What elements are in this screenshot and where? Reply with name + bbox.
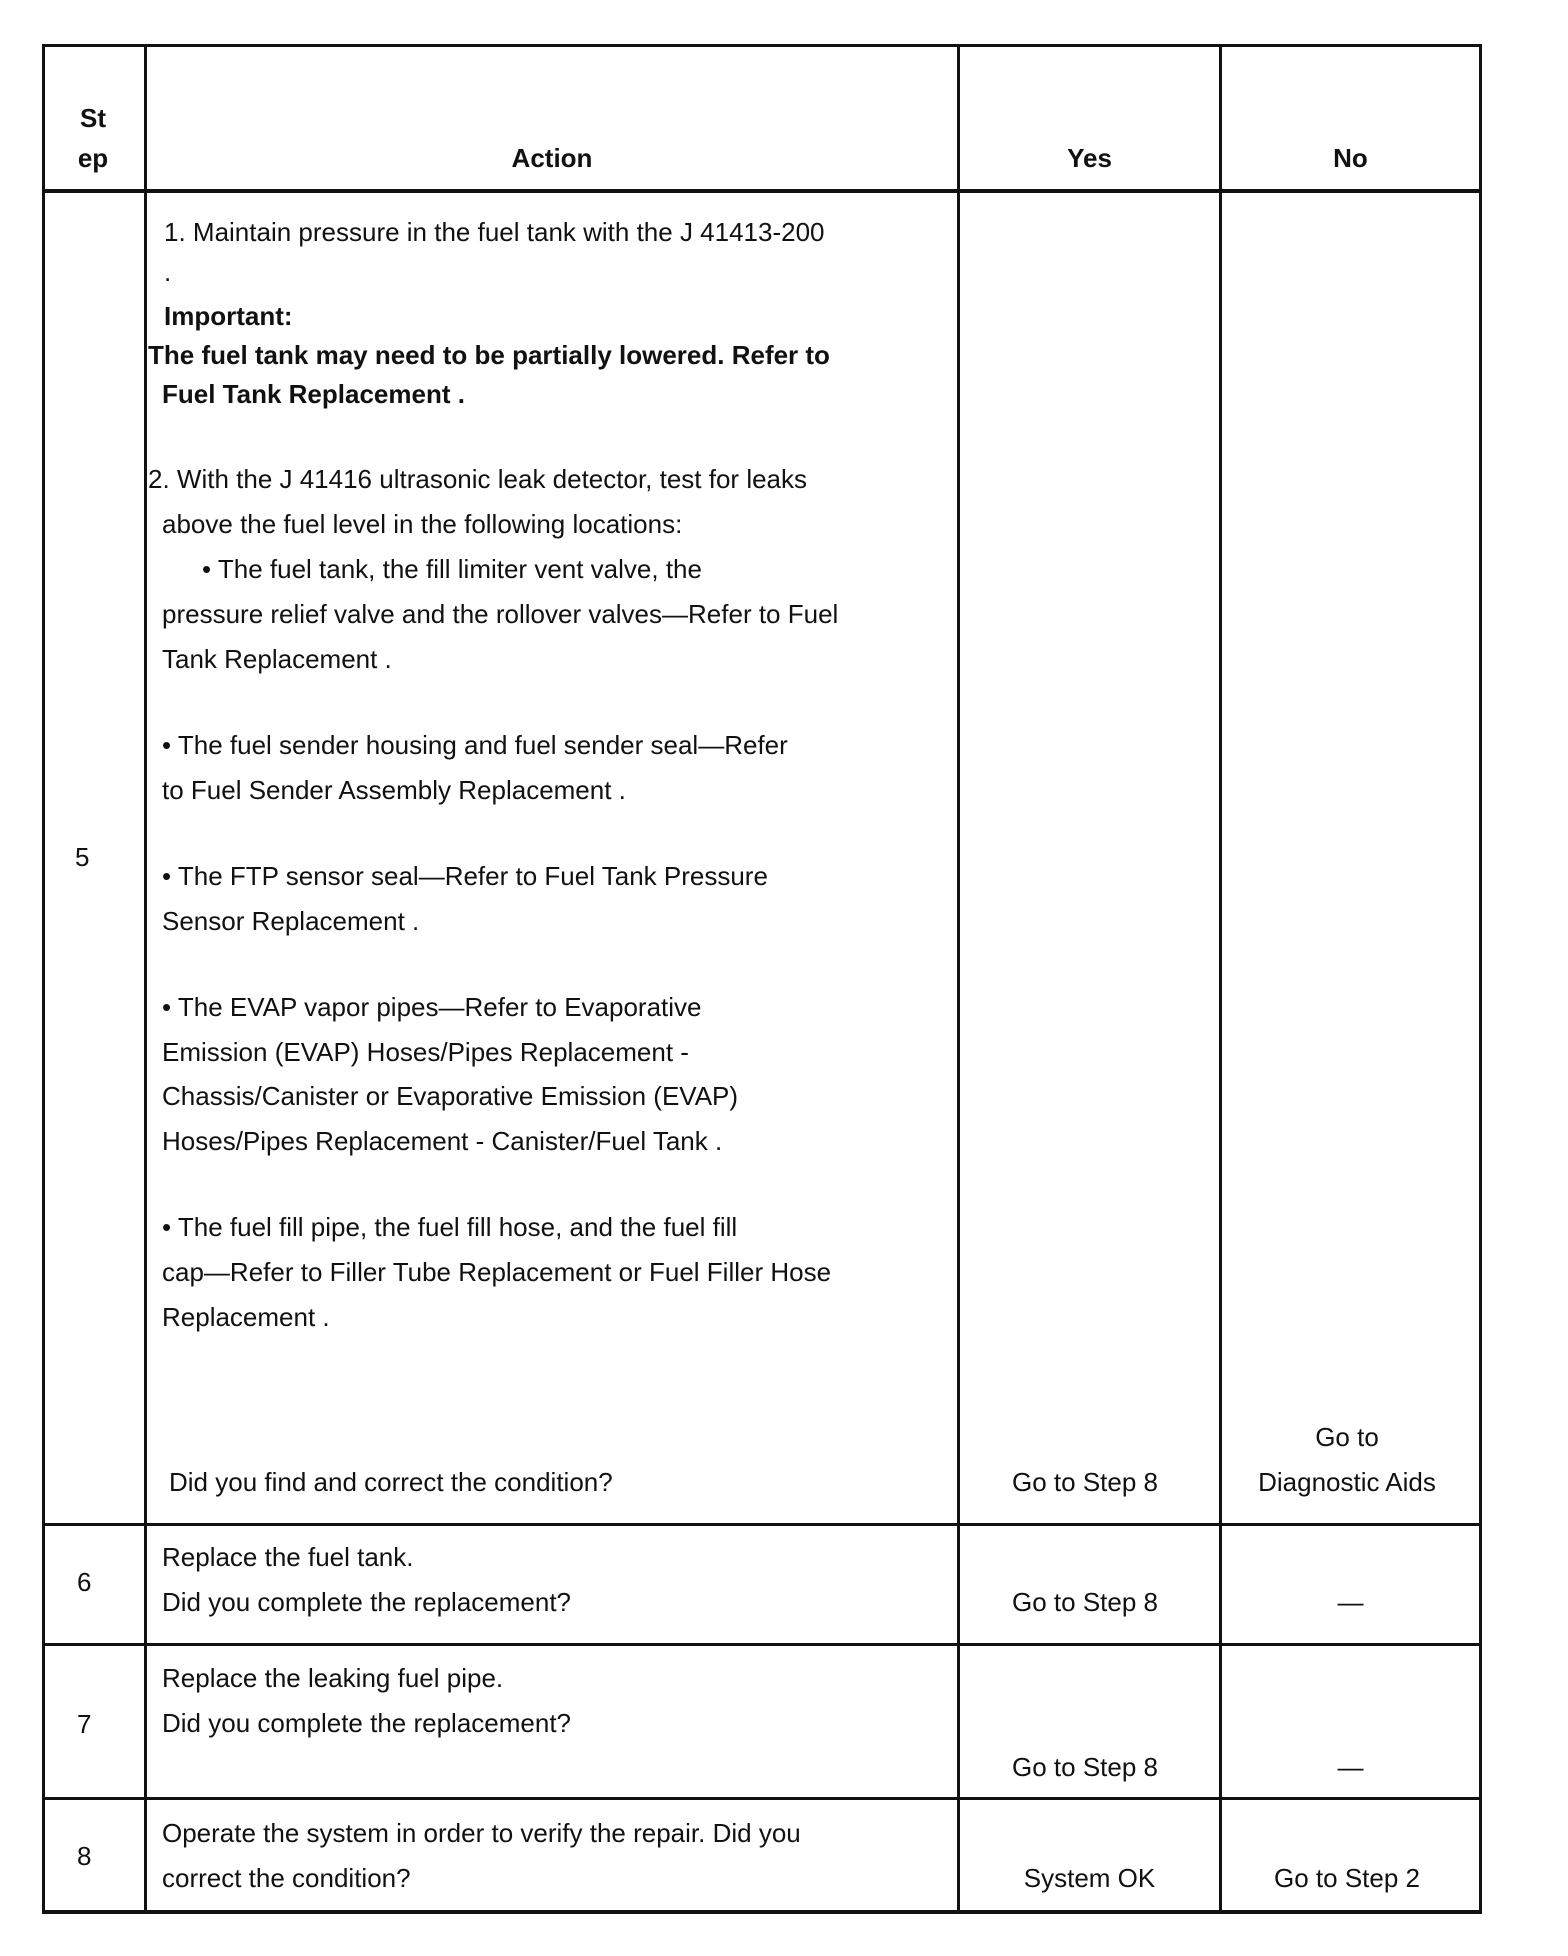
column-divider (144, 44, 147, 1914)
question: correct the condition? (162, 1863, 411, 1893)
no-result: Go to Step 2 (1274, 1863, 1420, 1893)
action-line: 2. With the J 41416 ultrasonic leak detector, test for leaks (148, 464, 808, 494)
column-divider (1219, 44, 1222, 1914)
important-note: Fuel Tank Replacement . (162, 379, 465, 409)
important-label: Important: (164, 301, 293, 331)
bullet-line: to Fuel Sender Assembly Replacement . (162, 775, 626, 805)
diagnostic-table (42, 44, 1482, 1914)
bullet-line: • The EVAP vapor pipes—Refer to Evaporative (162, 992, 702, 1022)
bullet-line: Sensor Replacement . (162, 906, 420, 936)
no-result: Go to (1315, 1422, 1379, 1452)
bullet-line: Hoses/Pipes Replacement - Canister/Fuel Tank . (162, 1126, 723, 1156)
action-line: Operate the system in order to verify the repair. Did you (162, 1818, 801, 1848)
table-border-left (42, 44, 45, 1914)
bullet-line: • The fuel sender housing and fuel sender seal—Refer (162, 730, 788, 760)
bullet-line: Replacement . (162, 1302, 330, 1332)
yes-result: Go to Step 8 (1012, 1467, 1158, 1497)
bullet-line: Emission (EVAP) Hoses/Pipes Replacement - (162, 1037, 689, 1067)
header-step-line1: St (80, 103, 106, 133)
step-number: 6 (77, 1567, 92, 1597)
row-divider (42, 1643, 1482, 1646)
header-yes: Yes (1067, 143, 1112, 173)
step-number: 8 (77, 1841, 92, 1871)
header-step-line2: ep (77, 143, 109, 173)
yes-result: System OK (1023, 1863, 1156, 1893)
bullet-line: pressure relief valve and the rollover valves—Refer to Fuel (162, 599, 839, 629)
bullet-line: Chassis/Canister or Evaporative Emission (EVAP) (162, 1081, 739, 1111)
table-border-bottom (42, 1910, 1482, 1914)
header-no: No (1333, 143, 1368, 173)
column-divider (957, 44, 960, 1914)
no-result: — (1337, 1752, 1364, 1782)
table-border-top (42, 44, 1482, 47)
action-line: . (164, 257, 172, 287)
header-divider (42, 189, 1482, 193)
no-result: — (1337, 1587, 1364, 1617)
bullet-line: • The FTP sensor seal—Refer to Fuel Tank Pressure (162, 861, 768, 891)
table-border-right (1479, 44, 1482, 1914)
step-number: 5 (75, 842, 90, 872)
action-line: Replace the leaking fuel pipe. (162, 1663, 504, 1693)
action-line: above the fuel level in the following locations: (162, 509, 683, 539)
question: Did you complete the replacement? (162, 1587, 572, 1617)
row-divider (42, 1523, 1482, 1526)
question: Did you complete the replacement? (162, 1708, 572, 1738)
yes-result: Go to Step 8 (1012, 1752, 1158, 1782)
header-action: Action (511, 143, 593, 173)
action-line: 1. Maintain pressure in the fuel tank with the J 41413-200 (164, 217, 825, 247)
no-result: Diagnostic Aids (1258, 1467, 1436, 1497)
bullet-line: • The fuel fill pipe, the fuel fill hose, and the fuel fill (162, 1212, 738, 1242)
yes-result: Go to Step 8 (1012, 1587, 1158, 1617)
bullet-line: Tank Replacement . (162, 644, 392, 674)
bullet-line: cap—Refer to Filler Tube Replacement or Fuel Filler Hose (162, 1257, 832, 1287)
question: Did you find and correct the condition? (169, 1467, 613, 1497)
row-divider (42, 1797, 1482, 1800)
bullet-line: • The fuel tank, the fill limiter vent valve, the (202, 554, 702, 584)
action-line: Replace the fuel tank. (162, 1542, 414, 1572)
important-note: The fuel tank may need to be partially lowered. Refer to (148, 340, 830, 370)
step-number: 7 (77, 1709, 92, 1739)
